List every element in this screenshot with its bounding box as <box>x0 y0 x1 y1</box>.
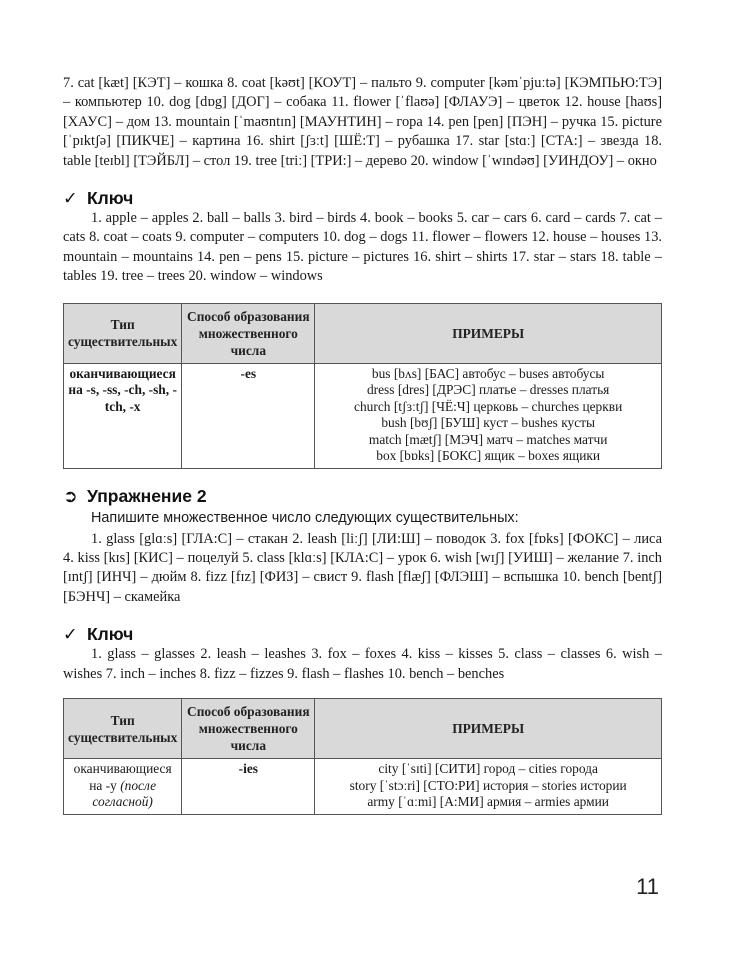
example-line: church [tʃɜːtʃ] [ЧЁ:Ч] церковь – churches церкви <box>354 398 623 414</box>
key-heading <box>63 623 662 645</box>
arrow-right-icon: ➲ <box>63 485 78 506</box>
rule-table-ies <box>63 698 662 815</box>
page-number: 11 <box>636 874 659 899</box>
exercise-heading <box>63 485 662 507</box>
table-row <box>64 363 662 468</box>
exercise-words-paragraph: 1. glass [glɑːs] [ГЛА:С] – стакан 2. leash [liːʃ] [ЛИ:Ш] – поводок 3. fox [fɒks] [ФОКС] – лиса 4. kiss [kɪs] [КИС] – поцелуй 5. class [klɑːs] [КЛА:С] – урок 6. wish [wɪʃ] [УИШ] – желание 7. inch [ɪntʃ] [ИНЧ] – дюйм 8. fizz [fɪz] [ФИЗ] – свист 9. flash [flæʃ] [ФЛЭШ] – вспышка 10. bench [bentʃ] [БЭНЧ] – скамейка <box>63 530 662 605</box>
exercise-heading-label: Упражнение 2 <box>87 485 207 506</box>
example-line: dress [dres] [ДРЭС] платье – dresses платья <box>366 382 610 398</box>
checkmark-icon: ✓ <box>63 188 78 209</box>
noun-type-cell <box>64 759 182 815</box>
header-examples: ПРИМЕРЫ <box>315 303 662 363</box>
example-line: bus [bʌs] [БАС] автобус – buses автобусы <box>371 365 605 381</box>
key-answers-paragraph: 1. glass – glasses 2. leash – leashes 3. fox – foxes 4. kiss – kisses 5. class – classes 6. wish – wishes 7. inch – inches 8. fizz – fizzes 9. flash – flashes 10. bench – benches <box>63 646 662 682</box>
example-line: bush [bʊʃ] [БУШ] куст – bushes кусты <box>381 415 595 431</box>
example-line: city [ˈsɪti] [СИТИ] город – cities города <box>378 761 598 777</box>
plural-method-cell: -ies <box>182 759 315 815</box>
plural-method-cell: -es <box>182 363 315 468</box>
examples-cell <box>315 759 662 815</box>
key-heading <box>63 187 662 209</box>
example-line: box [bɒks] [БОКС] ящик – boxes ящики <box>376 448 601 464</box>
noun-type-text: оканчивающиеся на -y <box>73 761 172 793</box>
examples-cell <box>315 363 662 468</box>
example-line: story [ˈstɔːri] [СТО:РИ] история – stories истории <box>349 777 627 793</box>
vocabulary-paragraph: 7. cat [kæt] [КЭТ] – кошка 8. coat [kəʊt] [КОУТ] – пальто 9. computer [kəmˈpjuːtə] [КЭМПЬЮ:ТЭ] – компьютер 10. dog [dɒg] [ДОГ] – собака 11. flower [ˈflaʊə] [ФЛАУЭ] – цветок 12. house [haʊs] [ХАУС] – дом 13. mountain [ˈmaʊntɪn] [МАУНТИН] – гора 14. pen [pen] [ПЭН] – ручка 15. picture [ˈpɪktʃə] [ПИКЧЕ] – картина 16. shirt [ʃɜːt] [ШЁ:Т] – рубашка 17. star [stɑː] [СТА:] – звезда 18. table [teɪbl] [ТЭЙБЛ] – стол 19. tree [triː] [ТРИ:] – дерево 20. window [ˈwɪndəʊ] [УИНДОУ] – окно <box>63 75 662 169</box>
example-line: match [mætʃ] [МЭЧ] матч – matches матчи <box>368 431 608 447</box>
header-noun-type: Тип существительных <box>64 303 182 363</box>
key-heading-label: Ключ <box>87 624 134 645</box>
noun-type-note: (после согласной) <box>92 777 157 810</box>
checkmark-icon: ✓ <box>63 624 78 645</box>
exercise-instruction: Напишите множественное число следующих существительных: <box>91 509 519 526</box>
rule-table-es <box>63 303 662 469</box>
noun-type-cell: оканчивающиеся на -s, -ss, -ch, -sh, -tch, -x <box>64 363 182 468</box>
header-plural-method: Способ образования множественного числа <box>182 699 315 759</box>
header-examples: ПРИМЕРЫ <box>315 699 662 759</box>
header-plural-method: Способ образования множественного числа <box>182 303 315 363</box>
table-row <box>64 759 662 815</box>
key-answers-paragraph: 1. apple – apples 2. ball – balls 3. bird – birds 4. book – books 5. car – cars 6. card – cards 7. cat – cats 8. coat – coats 9. computer – computers 10. dog – dogs 11. flower – flowers 12. house – houses 13. mountain – mountains 14. pen – pens 15. picture – pictures 16. shirt – shirts 17. star – stars 18. table – tables 19. tree – trees 20. window – windows <box>63 210 662 285</box>
header-noun-type: Тип существительных <box>64 699 182 759</box>
example-line: army [ˈɑːmi] [А:МИ] армия – armies армии <box>367 794 609 810</box>
key-heading-label: Ключ <box>87 188 134 209</box>
